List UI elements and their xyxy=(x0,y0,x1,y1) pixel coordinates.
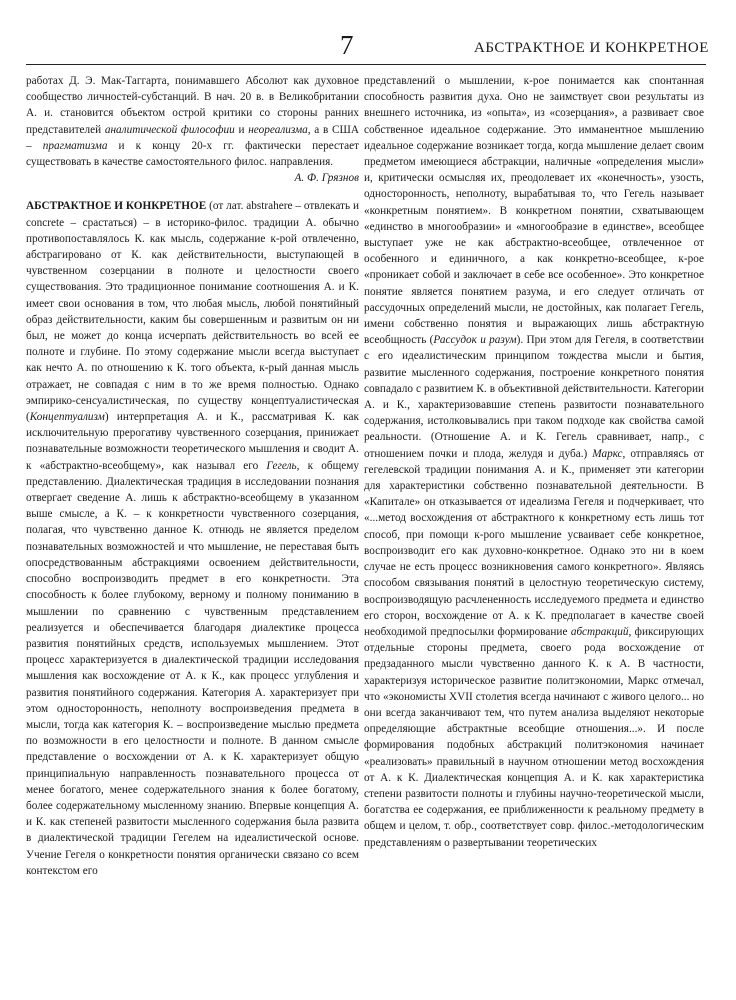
previous-article-ending: работах Д. Э. Мак-Таггарта, понимавшего Абсолют как духовное сообщество личностей-субстанций. В нач. 20 в. в Великобритании А. и. становится объектом острой критики со стороны ранних представителей аналитической философии и неореализма, а в США – прагматизма и к концу 20-х гг. фактически перестает существовать в качестве самостоятельного филос. направления. xyxy=(26,75,359,169)
article-author: А. Ф. Грязнов xyxy=(294,172,359,185)
article-headword: АБСТРАКТНОЕ И КОНКРЕТНОЕ xyxy=(26,200,207,213)
left-column xyxy=(26,73,359,879)
header-rule xyxy=(26,64,706,65)
cross-reference-link[interactable]: неореализма xyxy=(248,123,308,136)
article-body-continued: представлений о мышлении, к-рое понимается как спонтанная способность развития духа. Оно не заимствует свои результаты из внешнего источника, из «опыта», из «созерцания», а развивает свое собственное идеальное содержание. Это имманентное мышлению идеальное содержание возникает тогда, когда мышление делает своим предметом имеющиеся абстракции, наличные «определения мысли» и, критически осмысляя их, преодолевает их «конечность», узость, односторонность, неполноту, вырабатывая то, что Гегель называет «конкретным понятием». В конкретном понятии, схватывающем «единство в многообразии» и «многообразие в единстве», всеобщее выступает уже не как абстрактно-всеобщее, отвлеченное от особенного и единичного, а как конкретно-всеобщее, к-рое «проникает собой и заключает в себе все особенное». Это конкретное понятие является понятием разума, и его следует отличать от рассудочных определений мысли, не достойных, как полагает Гегель, имени собственно понятия и выражающих лишь абстрактную всеобщность (Рассудок и разум). При этом для Гегеля, в соответствии с его идеалистическим принципом тождества мысли и бытия, развитие мысленного содержания, построение конкретного понятия совпадало с развитием К. в объективной действительности. Категории А. и К., характеризовавшие степень развитости познавательного содержания, истолковывались при таком подходе как свойства самой реальности. (Отношение А. и К. Гегель сравнивает, напр., с отношением почки и плода, желудя и дуба.) Маркс, отправляясь от гегелевской традиции понимания А. и К., применяет эти категории для характеристики собственно познавательной деятельности. В «Капитале» он отказывается от идеализма Гегеля и подчеркивает, что «...метод восхождения от абстрактного к конкретному есть лишь тот способ, при помощи к-рого мышление усваивает себе конкретное, воспроизводит его как духовно-конкретное. Однако это ни в коем случае не есть процесс возникновения самого конкретного». Являясь способом связывания понятий в целостную теоретическую систему, воспроизводящую расчлененность исследуемого предмета и единство его сторон, восхождение от А. к К. предполагает в качестве своей необходимой предпосылки формирование абстракций, фиксирующих отдельные стороны предмета, своего рода восхождение от предзаданного мысли чувственно данного К. к А. В частности, характеризуя историческое развитие политэкономии, Маркс отмечал, что «экономисты XVII столетия всегда начинают с живого целого... но они всегда заканчивают тем, что путем анализа выделяют некоторые определяющие абстрактные всеобщие отношения...». И после формирования подобных абстракций политэкономия начинает «реализовать» правильный в научном отношении метод восхождения от А. к К. Диалектическая концепция А. и К. как характеристика степени развитости полноты и глубины научно-теоретической мысли, богатства ее содержания, ее приближенности к реальному предмету в общем и целом, т. обр., соответствует совр. филос.-методологическим представлениям о развертывании теоретических xyxy=(364,75,705,849)
running-head: АБСТРАКТНОЕ И КОНКРЕТНОЕ xyxy=(474,40,709,56)
cross-reference-link[interactable]: Рассудок и разум xyxy=(433,334,517,347)
page-header xyxy=(0,0,736,75)
cross-reference-link[interactable]: Концептуализм xyxy=(29,411,105,424)
cross-reference-link[interactable]: прагматизма xyxy=(42,139,108,152)
cross-reference-link[interactable]: Гегель xyxy=(266,459,297,472)
cross-reference-link[interactable]: абстракций xyxy=(570,625,629,638)
article-body: АБСТРАКТНОЕ И КОНКРЕТНОЕ (от лат. abstrahere – отвлекать и concrete – срастаться) – в историко-филос. традиции А. обычно противопоставлялось К. как мысль, содержание к-рой отвлеченно, абстрагировано от К. как действительности, выступающей в чувственном созерцании в полноте и целостности своего существования. Это традиционное понимание соотношения А. и К. имеет свои основания в том, что любая мысль, любой понятийный образ действительности, каким бы совершенным и развитым он ни был, не может до конца исчерпать действительность во всей ее полноте и глубине. По этому содержание мысли всегда выступает как нечто А. по отношению к К. того объекта, к-рый данная мысль отражает, не совпадая с ним в то же время полностью. Однако эмпирико-сенсуалистическая, по существу концептуалистическая (Концептуализм) интерпретация А. и К., рассматривая К. как исключительную прерогативу чувственного созерцания, принижает познавательные возможности теоретического мышления и сводит А. к «абстрактно-всеобщему», как называл его Гегель, к общему представлению. Диалектическая традиция в исследовании познания отвергает сведение А. лишь к абстрактно-всеобщему в указанном выше смысле, а К. – к конкретности чувственного созерцания, полагая, что чувственно данное К. отнюдь не является пределом познавательных возможностей и что мышление, не переставая быть опосредствованным абстракциями освоением действительности, способно воспроизводить предмет в его конкретности. Эта способность к более глубокому, верному и полному пониманию в мышлении по сравнению с чувственным представлением реализуется и обеспечивается благодаря диалектике процесса развития понятийных средств, используемых мышлением. Этот процесс характеризуется в диалектической традиции исследования мышления как восхождение от А. к К., как процесс углубления и развития понятийного содержания. Категория А. характеризует при этом односторонность, неполноту воспроизведения предмета в мысли, тогда как категория К. – воспроизведение мыслью предмета по возможности в его целостности и полноте. В данном смысле представление о восхождении от А. к К. характеризует общую принципиальную направленность познавательного процесса от менее богатого, менее содержательного знания к более богатому, более содержательному мысленному знанию. Впервые концепция А. и К. как степеней развитости мысленного содержания была развита в диалектической традиции Гегелем на идеалистической основе. Учение Гегеля о конкретности понятия органически связано со всем контекстом его xyxy=(26,200,359,877)
right-column xyxy=(364,73,704,851)
page-number: 7 xyxy=(340,30,354,60)
article-separator xyxy=(26,186,359,198)
cross-reference-link[interactable]: Маркс xyxy=(592,447,623,460)
cross-reference-link[interactable]: аналитической философии xyxy=(104,123,235,136)
